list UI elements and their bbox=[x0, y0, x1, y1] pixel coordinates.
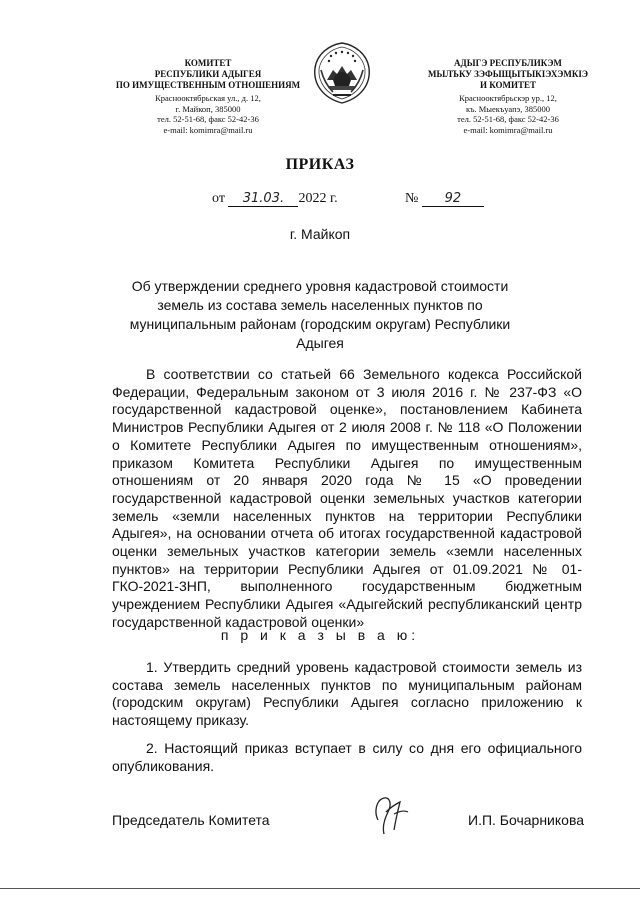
letterhead-left-line1: КОМИТЕТ bbox=[184, 58, 232, 68]
preamble-paragraph: В соответствии со статьей 66 Земельного кодекса Российской Федерации, Федеральным законом от 3 июля 2016 г. № 237-ФЗ «О государственной кадастровой оценке», постановлением Кабинета Министров Республики Адыгея от 2 июля 2008 г. № 118 «О Положении о Комитете Республики Адыгея по имущественным отношениям», приказом Комитета Республики Адыгея по имущественным отношениям от 20 января 2020 года № 15 «О проведении государственной кадастровой оценки земельных участков категории земель «земли населенных пунктов на территории Республики Адыгея», на основании отчета об итогах государственной кадастровой оценки земельных участков категории земель «земли населенных пунктов» на территории Республики Адыгея от 01.09.2021 № 01-ГКО-2021-3НП, выполненного государственным бюджетным учреждением Республики Адыгея «Адыгейский республиканский центр государственной кадастровой оценки» bbox=[112, 366, 582, 630]
handwritten-signature-icon bbox=[368, 790, 418, 840]
letterhead-right-addr1: Краснооктябрьскэр ур., 12, bbox=[459, 93, 557, 103]
coat-of-arms-icon bbox=[307, 40, 377, 106]
number-field bbox=[405, 191, 484, 207]
letterhead-left-addr1: Краснооктябрьская ул., д. 12, bbox=[155, 93, 261, 103]
letterhead-right-line3: И КОМИТЕТ bbox=[479, 80, 537, 90]
letterhead-right-line2: МЫЛЪКУ ЗЭФЫЩЫТЫКIЭХЭМКIЭ bbox=[428, 69, 588, 79]
signatory-position: Председатель Комитета bbox=[112, 812, 270, 828]
order-item-1: 1. Утвердить средний уровень кадастровой стоимости земель из состава земель населенных пунктов по муниципальным районам (городским округам) Республики Адыгея согласно приложению к настоящему приказу. bbox=[112, 659, 582, 729]
letterhead-left bbox=[108, 58, 308, 135]
letterhead-right-line1: АДЫГЭ РЕСПУБЛИКЭМ bbox=[454, 58, 562, 68]
document-title: ПРИКАЗ bbox=[285, 156, 355, 173]
letterhead-left-addr3: тел. 52-51-68, факс 52-42-36 bbox=[157, 114, 259, 124]
date-suffix: 2022 г. bbox=[298, 191, 338, 206]
letterhead-right-addr3: тел. 52-51-68, факс 52-42-36 bbox=[457, 114, 559, 124]
document-subject: Об утверждении среднего уровня кадастровой стоимости земель из состава земель населенных пунктов по муниципальным районам (городским округам) Республики Адыгея bbox=[129, 278, 511, 351]
letterhead-left-addr4: e-mail: komimra@mail.ru bbox=[163, 124, 253, 135]
date-field bbox=[212, 191, 338, 207]
letterhead-right-addr2: къ. Мыекъуапэ, 385000 bbox=[465, 103, 551, 114]
date-handwritten: 31.03. bbox=[242, 191, 285, 206]
letterhead-left-line3: ПО ИМУЩЕСТВЕННЫМ ОТНОШЕНИЯМ bbox=[115, 80, 301, 90]
order-word: п р и к а з ы в а ю: bbox=[220, 627, 420, 643]
order-item-2: 2. Настоящий приказ вступает в силу со дня его официального опубликования. bbox=[112, 740, 582, 774]
page-bottom-rule bbox=[0, 888, 640, 889]
number-handwritten: 92 bbox=[444, 191, 462, 206]
letterhead-left-addr2: г. Майкоп, 385000 bbox=[175, 103, 241, 114]
letterhead-right-addr4: e-mail: komimra@mail.ru bbox=[463, 124, 553, 135]
date-prefix: от bbox=[212, 191, 225, 206]
signatory-name: И.П. Бочарникова bbox=[468, 812, 585, 828]
letterhead-right bbox=[408, 58, 608, 135]
letterhead-left-line2: РЕСПУБЛИКИ АДЫГЕЯ bbox=[154, 69, 262, 79]
number-handwritten-blank bbox=[422, 192, 484, 207]
date-handwritten-blank bbox=[228, 192, 298, 207]
letterhead-right-address bbox=[408, 93, 608, 135]
number-prefix: № bbox=[405, 191, 419, 206]
letterhead-left-address bbox=[108, 93, 308, 135]
city-line: г. Майкоп bbox=[289, 226, 351, 242]
